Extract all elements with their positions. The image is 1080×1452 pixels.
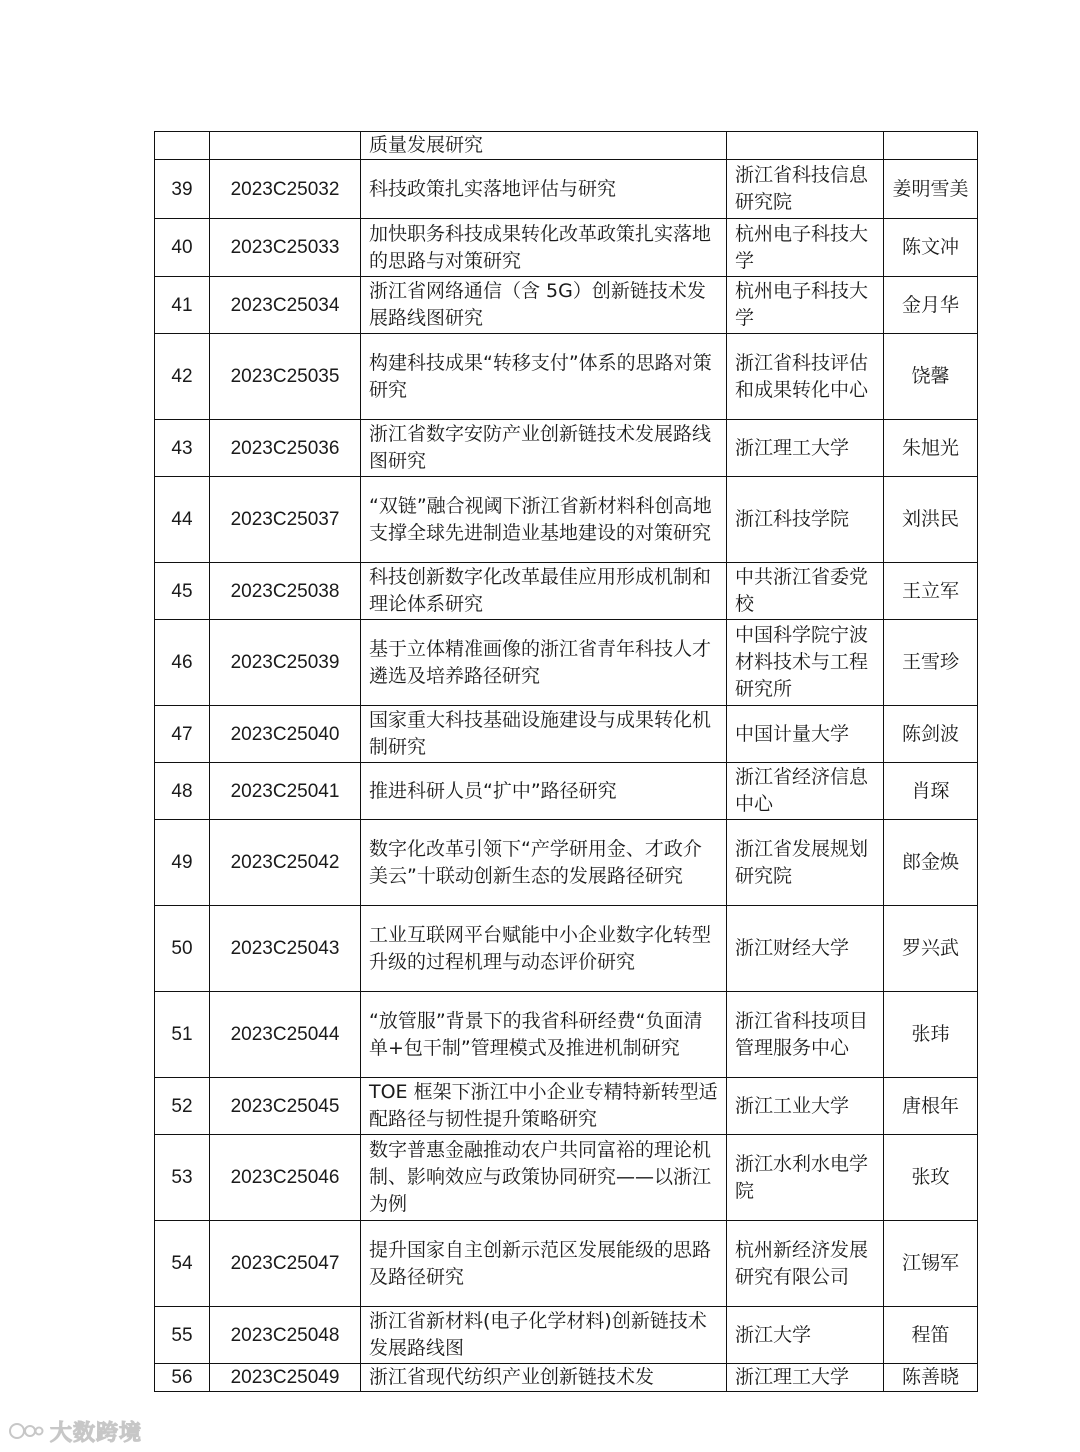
project-code: [210, 132, 361, 160]
project-organization: 浙江省科技评估和成果转化中心: [727, 334, 884, 420]
table-row: [155, 563, 978, 620]
project-leader: 郎金焕: [884, 820, 978, 906]
project-code: 2023C25044: [210, 992, 361, 1078]
table-row: [155, 620, 978, 706]
project-leader: 程笛: [884, 1307, 978, 1364]
project-title: 质量发展研究: [361, 132, 727, 160]
row-number: 40: [155, 219, 210, 277]
project-title: “放管服”背景下的我省科研经费“负面清单+包干制”管理模式及推进机制研究: [361, 992, 727, 1078]
project-leader: 王雪珍: [884, 620, 978, 706]
project-organization: 浙江水利水电学院: [727, 1135, 884, 1221]
row-number: 56: [155, 1364, 210, 1392]
project-organization: 浙江理工大学: [727, 420, 884, 477]
table-row: [155, 1221, 978, 1307]
project-title: 浙江省数字安防产业创新链技术发展路线图研究: [361, 420, 727, 477]
watermark-text: 大数跨境: [50, 1420, 143, 1446]
project-title: 浙江省新材料(电子化学材料)创新链技术发展路线图: [361, 1307, 727, 1364]
project-title: 提升国家自主创新示范区发展能级的思路及路径研究: [361, 1221, 727, 1307]
project-code: 2023C25039: [210, 620, 361, 706]
row-number: 49: [155, 820, 210, 906]
project-organization: 浙江省发展规划研究院: [727, 820, 884, 906]
project-leader: 陈文冲: [884, 219, 978, 277]
row-number: 44: [155, 477, 210, 563]
row-number: 51: [155, 992, 210, 1078]
row-number: 54: [155, 1221, 210, 1307]
project-code: 2023C25045: [210, 1078, 361, 1135]
project-title: 推进科研人员“扩中”路径研究: [361, 763, 727, 820]
row-number: 52: [155, 1078, 210, 1135]
project-organization: 浙江省科技项目管理服务中心: [727, 992, 884, 1078]
table-row: [155, 420, 978, 477]
project-leader: 王立军: [884, 563, 978, 620]
row-number: 41: [155, 277, 210, 334]
project-title: 浙江省现代纺织产业创新链技术发: [361, 1364, 727, 1392]
row-number: 43: [155, 420, 210, 477]
project-title: “双链”融合视阈下浙江省新材料科创高地支撑全球先进制造业基地建设的对策研究: [361, 477, 727, 563]
row-number: 39: [155, 160, 210, 219]
table-row: [155, 763, 978, 820]
project-code: 2023C25043: [210, 906, 361, 992]
project-organization: 杭州电子科技大学: [727, 219, 884, 277]
project-leader: 饶馨: [884, 334, 978, 420]
project-organization: 浙江财经大学: [727, 906, 884, 992]
project-leader: 张玫: [884, 1135, 978, 1221]
project-title: 基于立体精准画像的浙江省青年科技人才遴选及培养路径研究: [361, 620, 727, 706]
project-table-body: [155, 132, 978, 1392]
project-code: 2023C25034: [210, 277, 361, 334]
project-organization: 中国科学院宁波材料技术与工程研究所: [727, 620, 884, 706]
project-code: 2023C25035: [210, 334, 361, 420]
table-row: [155, 1307, 978, 1364]
project-code: 2023C25040: [210, 706, 361, 763]
table-row: [155, 1078, 978, 1135]
project-code: 2023C25033: [210, 219, 361, 277]
project-code: 2023C25036: [210, 420, 361, 477]
project-leader: 陈剑波: [884, 706, 978, 763]
project-leader: 张玮: [884, 992, 978, 1078]
project-leader: 朱旭光: [884, 420, 978, 477]
project-organization: 杭州电子科技大学: [727, 277, 884, 334]
project-title: 浙江省网络通信（含 5G）创新链技术发展路线图研究: [361, 277, 727, 334]
project-code: 2023C25038: [210, 563, 361, 620]
project-organization: 浙江大学: [727, 1307, 884, 1364]
row-number: 46: [155, 620, 210, 706]
project-organization: 浙江科技学院: [727, 477, 884, 563]
project-title: 科技政策扎实落地评估与研究: [361, 160, 727, 219]
project-table: [154, 131, 978, 1392]
row-number: 50: [155, 906, 210, 992]
project-organization: 浙江工业大学: [727, 1078, 884, 1135]
table-row: [155, 820, 978, 906]
row-number: 45: [155, 563, 210, 620]
row-number: 47: [155, 706, 210, 763]
row-number: 42: [155, 334, 210, 420]
project-code: 2023C25048: [210, 1307, 361, 1364]
table-row: [155, 992, 978, 1078]
project-code: 2023C25046: [210, 1135, 361, 1221]
project-title: 数字化改革引领下“产学研用金、才政介美云”十联动创新生态的发展路径研究: [361, 820, 727, 906]
project-title: 构建科技成果“转移支付”体系的思路对策研究: [361, 334, 727, 420]
project-leader: 肖琛: [884, 763, 978, 820]
project-organization: 浙江省经济信息中心: [727, 763, 884, 820]
project-organization: 中共浙江省委党校: [727, 563, 884, 620]
table-row: [155, 277, 978, 334]
project-code: 2023C25032: [210, 160, 361, 219]
table-row: [155, 477, 978, 563]
project-organization: 中国计量大学: [727, 706, 884, 763]
project-leader: 陈善晓: [884, 1364, 978, 1392]
project-organization: 浙江省科技信息研究院: [727, 160, 884, 219]
project-code: 2023C25041: [210, 763, 361, 820]
watermark: [8, 1416, 142, 1446]
brand-logo-icon: [8, 1419, 44, 1443]
table-row: [155, 160, 978, 219]
project-leader: 刘洪民: [884, 477, 978, 563]
project-title: 工业互联网平台赋能中小企业数字化转型升级的过程机理与动态评价研究: [361, 906, 727, 992]
project-code: 2023C25042: [210, 820, 361, 906]
table-row: [155, 132, 978, 160]
row-number: 53: [155, 1135, 210, 1221]
project-title: 加快职务科技成果转化改革政策扎实落地的思路与对策研究: [361, 219, 727, 277]
project-leader: 姜明雪美: [884, 160, 978, 219]
project-code: 2023C25047: [210, 1221, 361, 1307]
project-code: 2023C25037: [210, 477, 361, 563]
project-leader: 唐根年: [884, 1078, 978, 1135]
project-leader: 江锡军: [884, 1221, 978, 1307]
project-title: TOE 框架下浙江中小企业专精特新转型适配路径与韧性提升策略研究: [361, 1078, 727, 1135]
project-organization: 浙江理工大学: [727, 1364, 884, 1392]
row-number: 55: [155, 1307, 210, 1364]
project-title: 数字普惠金融推动农户共同富裕的理论机制、影响效应与政策协同研究——以浙江为例: [361, 1135, 727, 1221]
project-organization: 杭州新经济发展研究有限公司: [727, 1221, 884, 1307]
table-row: [155, 219, 978, 277]
table-row: [155, 1364, 978, 1392]
project-leader: 金月华: [884, 277, 978, 334]
table-row: [155, 706, 978, 763]
project-leader: 罗兴武: [884, 906, 978, 992]
project-code: 2023C25049: [210, 1364, 361, 1392]
table-row: [155, 334, 978, 420]
table-row: [155, 906, 978, 992]
project-title: 科技创新数字化改革最佳应用形成机制和理论体系研究: [361, 563, 727, 620]
project-leader: [884, 132, 978, 160]
row-number: [155, 132, 210, 160]
table-row: [155, 1135, 978, 1221]
row-number: 48: [155, 763, 210, 820]
project-organization: [727, 132, 884, 160]
project-title: 国家重大科技基础设施建设与成果转化机制研究: [361, 706, 727, 763]
